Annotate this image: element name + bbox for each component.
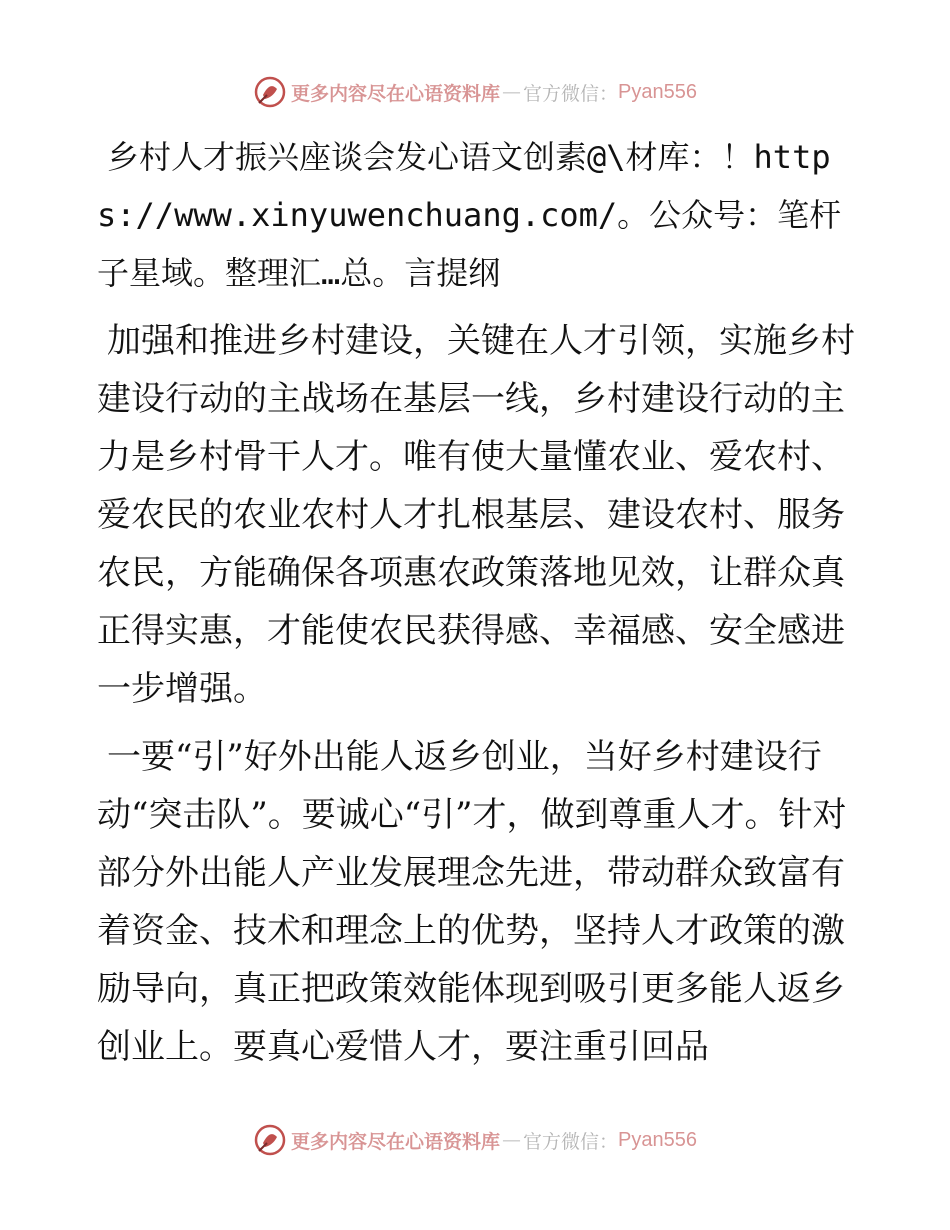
watermark-label: 官方微信： bbox=[523, 1130, 619, 1153]
paragraph-1 bbox=[97, 312, 857, 718]
paragraph-text: 加强和推进乡村建设，关键在人才引领，实施乡村建设行动的主战场在基层一线，乡村建设行动的主力是乡村骨干人才。唯有使大量懂农业、爱农村、爱农民的农业农村人才扎根基层、建设农村、服务农民，方能确保各项惠农政策落地见效，让群众真正得实惠，才能使农民获得感、幸福感、安全感进一步增强。 bbox=[97, 321, 855, 709]
paragraph-intro bbox=[97, 128, 857, 302]
watermark-content bbox=[253, 75, 697, 109]
watermark-separator: — bbox=[502, 81, 522, 103]
rose-logo-icon bbox=[253, 75, 287, 109]
document-body bbox=[97, 128, 857, 1086]
watermark-promo-text: 更多内容尽在心语资料库 bbox=[291, 82, 501, 105]
watermark-banner-bottom bbox=[0, 1120, 950, 1160]
rose-logo-icon bbox=[253, 1123, 287, 1157]
watermark-banner-top bbox=[0, 72, 950, 112]
watermark-separator: — bbox=[502, 1129, 522, 1151]
paragraph-text: 一要“引”好外出能人返乡创业，当好乡村建设行动“突击队”。要诚心“引”才，做到尊重人才。针对部分外出能人产业发展理念先进，带动群众致富有着资金、技术和理念上的优势，坚持人才政策的激励导向，真正把政策效能体现到吸引更多能人返乡创业上。要真心爱惜人才，要注重引回品 bbox=[97, 737, 847, 1067]
paragraph-text: 乡村人才振兴座谈会发心语文创素@\材库：！https://www.xinyuwenchuang.com/。公众号：笔杆子星域。整理汇…总。言提纲 bbox=[97, 138, 842, 292]
watermark-wechat-id: Pyan556 bbox=[618, 1128, 697, 1151]
watermark-promo-text: 更多内容尽在心语资料库 bbox=[291, 1130, 501, 1153]
watermark-content bbox=[253, 1123, 697, 1157]
watermark-label: 官方微信： bbox=[523, 82, 619, 105]
paragraph-2 bbox=[97, 728, 857, 1076]
watermark-wechat-id: Pyan556 bbox=[618, 80, 697, 103]
